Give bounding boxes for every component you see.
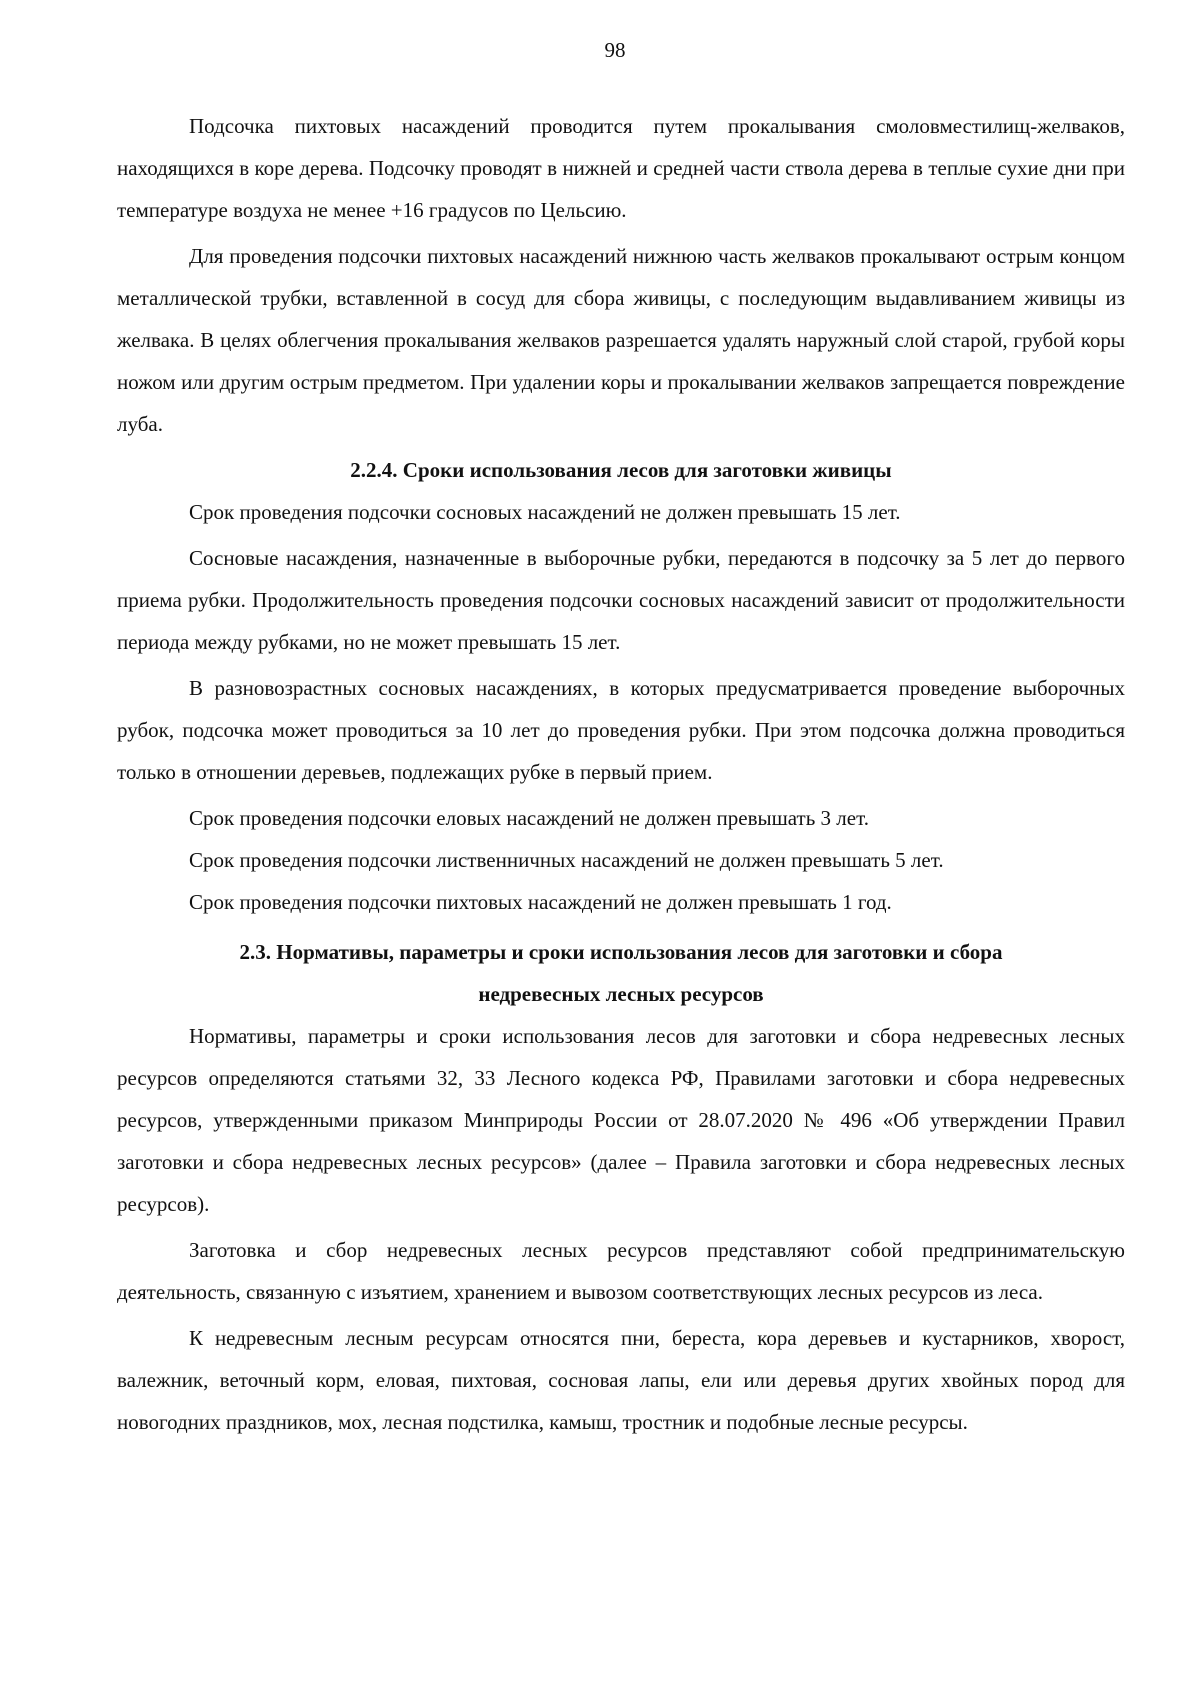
- page-number: 98: [604, 38, 626, 62]
- paragraph: Срок проведения подсочки еловых насаждений не должен превышать 3 лет.: [189, 806, 869, 830]
- section-heading-line: недревесных лесных ресурсов: [478, 982, 764, 1006]
- paragraph: К недревесным лесным ресурсам относятся пни, береста, кора деревьев и кустарников, хворост, валежник, веточный корм, еловая, пихтовая, сосновая лапы, ели или деревья других хвойных пород для новогодних праздников, мох, лесная подстилка, камыш, тростник и подобные лесные ресурсы.: [117, 1326, 1125, 1434]
- paragraph: Срок проведения подсочки сосновых насаждений не должен превышать 15 лет.: [189, 500, 901, 524]
- paragraph: Для проведения подсочки пихтовых насаждений нижнюю часть желваков прокалывают острым концом металлической трубки, вставленной в сосуд для сбора живицы, с последующим выдавливанием живицы из желвака. В целях облегчения прокалывания желваков разрешается удалять наружный слой старой, грубой коры ножом или другим острым предметом. При удалении коры и прокалывании желваков запрещается повреждение луба.: [117, 244, 1125, 436]
- paragraph: Сосновые насаждения, назначенные в выборочные рубки, передаются в подсочку за 5 лет до первого приема рубки. Продолжительность проведения подсочки сосновых насаждений зависит от продолжительности периода между рубками, но не может превышать 15 лет.: [117, 546, 1125, 654]
- paragraph: Подсочка пихтовых насаждений проводится путем прокалывания смоловместилищ-желваков, находящихся в коре дерева. Подсочку проводят в нижней и средней части ствола дерева в теплые сухие дни при температуре воздуха не менее +16 градусов по Цельсию.: [117, 114, 1125, 222]
- paragraph: В разновозрастных сосновых насаждениях, в которых предусматривается проведение выборочных рубок, подсочка может проводиться за 10 лет до проведения рубки. При этом подсочка должна проводиться только в отношении деревьев, подлежащих рубке в первый прием.: [117, 676, 1125, 784]
- section-heading-2-2-4: 2.2.4. Сроки использования лесов для заготовки живицы: [350, 458, 892, 482]
- document-body: [117, 105, 1125, 1443]
- section-heading-line: 2.3. Нормативы, параметры и сроки использования лесов для заготовки и сбора: [239, 940, 1003, 964]
- paragraph: Срок проведения подсочки пихтовых насаждений не должен превышать 1 год.: [189, 890, 892, 914]
- paragraph: Заготовка и сбор недревесных лесных ресурсов представляют собой предпринимательскую деятельность, связанную с изъятием, хранением и вывозом соответствующих лесных ресурсов из леса.: [117, 1238, 1125, 1304]
- paragraph: Срок проведения подсочки лиственничных насаждений не должен превышать 5 лет.: [189, 848, 944, 872]
- paragraph: Нормативы, параметры и сроки использования лесов для заготовки и сбора недревесных лесных ресурсов определяются статьями 32, 33 Лесного кодекса РФ, Правилами заготовки и сбора недревесных ресурсов, утвержденными приказом Минприроды России от 28.07.2020 № 496 «Об утверждении Правил заготовки и сбора недревесных лесных ресурсов» (далее – Правила заготовки и сбора недревесных лесных ресурсов).: [117, 1024, 1125, 1216]
- section-heading-2-3: [117, 931, 1125, 1015]
